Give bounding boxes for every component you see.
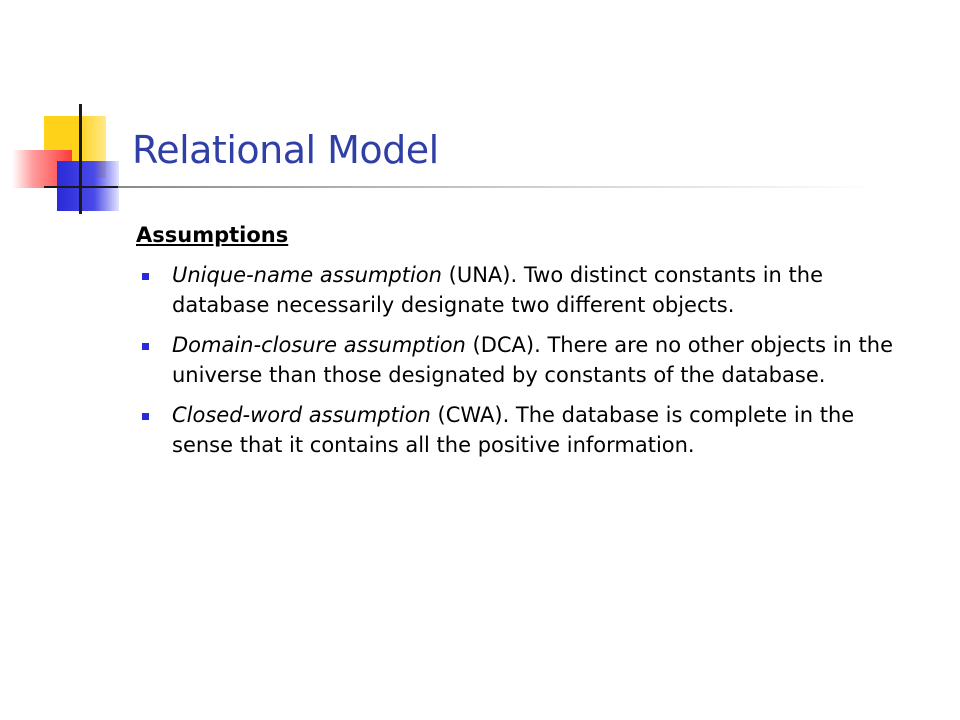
square-bullet-icon	[142, 273, 149, 280]
logo-vertical-line	[79, 104, 82, 214]
bullet-text: (UNA). Two distinct constants in the database necessarily designate two different objects.	[172, 263, 824, 317]
slide-content	[136, 220, 916, 470]
bullet-text: (CWA). The database is complete in the sense that it contains all the positive information.	[172, 403, 855, 457]
title-underline-rule	[118, 186, 878, 188]
bullet-term: Domain-closure assumption	[172, 333, 466, 357]
bullet-item-dca	[136, 330, 916, 390]
bullet-list	[136, 260, 916, 460]
bullet-term: Closed-word assumption	[172, 403, 431, 427]
bullet-item-una	[136, 260, 916, 320]
bullet-text: (DCA). There are no other objects in the universe than those designated by constants of the database.	[172, 333, 893, 387]
square-bullet-icon	[142, 413, 149, 420]
bullet-term: Unique-name assumption	[172, 263, 442, 287]
bullet-item-cwa	[136, 400, 916, 460]
square-bullet-icon	[142, 343, 149, 350]
slide-title: Relational Model	[132, 128, 439, 172]
section-heading: Assumptions	[136, 223, 289, 247]
